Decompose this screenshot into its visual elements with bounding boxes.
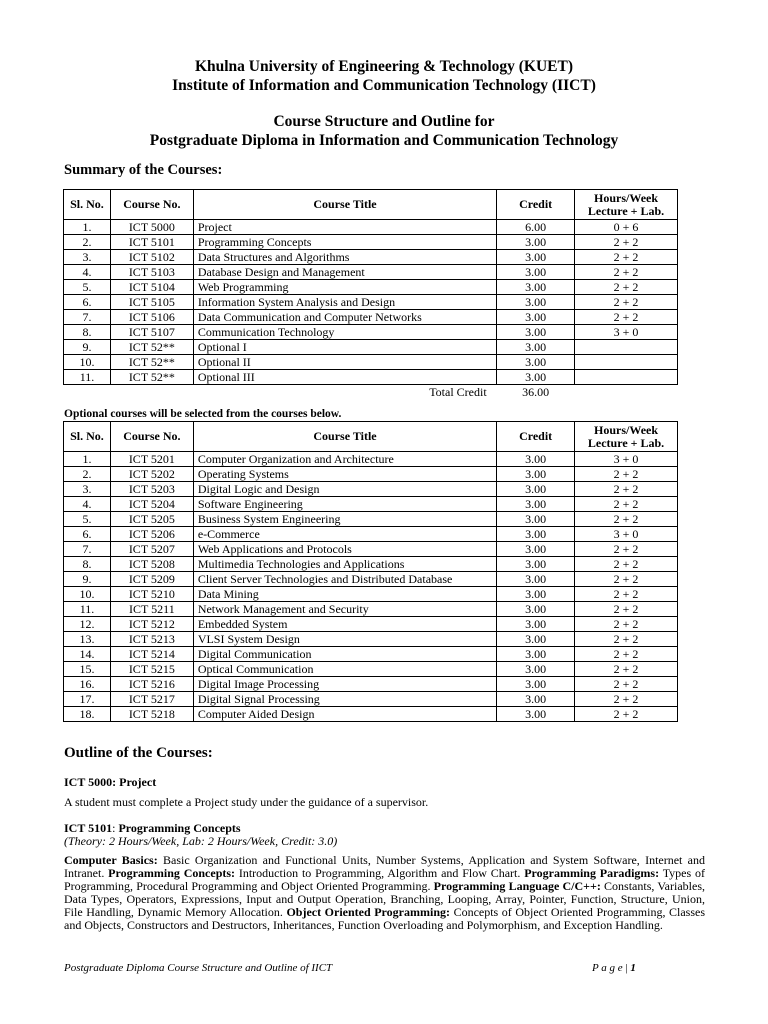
cell-course-no: ICT 5106: [110, 310, 193, 325]
cell-credit: 6.00: [497, 220, 575, 235]
cell-hours: 2 + 2: [575, 662, 678, 677]
page-no: 1: [630, 962, 636, 974]
cell-sl-no: 5.: [64, 280, 111, 295]
cell-hours: 2 + 2: [575, 250, 678, 265]
cell-credit: 3.00: [497, 527, 575, 542]
course-code: ICT 5101: [64, 821, 113, 835]
cell-course-title: Web Applications and Protocols: [193, 542, 496, 557]
cell-hours: 2 + 2: [575, 295, 678, 310]
cell-hours: 3 + 0: [575, 452, 678, 467]
cell-sl-no: 11.: [64, 602, 111, 617]
topic-label: Object Oriented Programming:: [286, 905, 450, 919]
cell-course-no: ICT 5104: [110, 280, 193, 295]
cell-course-title: Database Design and Management: [193, 265, 496, 280]
cell-course-no: ICT 5206: [110, 527, 193, 542]
table-row: [64, 662, 678, 677]
cell-course-no: ICT 5201: [110, 452, 193, 467]
table-row: [64, 512, 678, 527]
table-row: [64, 452, 678, 467]
table-row: [64, 497, 678, 512]
cell-sl-no: 3.: [64, 250, 111, 265]
cell-credit: 3.00: [497, 707, 575, 722]
cell-course-title: Multimedia Technologies and Applications: [193, 557, 496, 572]
topic-text: Concepts of Object Oriented Programming, Classes and Objects, Constructors and Destructors, Inheritances, Function Overloading and Polymorphism, and Exception Handling.: [64, 905, 706, 932]
cell-sl-no: 3.: [64, 482, 111, 497]
cell-hours: 2 + 2: [575, 482, 678, 497]
cell-credit: 3.00: [497, 340, 575, 355]
cell-course-title: Data Mining: [193, 587, 496, 602]
cell-course-no: ICT 5217: [110, 692, 193, 707]
cell-sl-no: 4.: [64, 497, 111, 512]
cell-credit: 3.00: [497, 482, 575, 497]
cell-hours: 3 + 0: [575, 527, 678, 542]
cell-credit: 3.00: [497, 467, 575, 482]
cell-sl-no: 17.: [64, 692, 111, 707]
course-ict5101: [64, 822, 705, 932]
cell-course-title: Business System Engineering: [193, 512, 496, 527]
cell-credit: 3.00: [497, 512, 575, 527]
cell-course-no: ICT 5208: [110, 557, 193, 572]
cell-sl-no: 15.: [64, 662, 111, 677]
cell-course-no: ICT 5215: [110, 662, 193, 677]
cell-hours: 2 + 2: [575, 265, 678, 280]
cell-credit: 3.00: [497, 355, 575, 370]
cell-hours: 2 + 2: [575, 647, 678, 662]
table-row: [64, 692, 678, 707]
cell-credit: 3.00: [497, 647, 575, 662]
program-name: Postgraduate Diploma in Information and Communication Technology: [149, 132, 619, 149]
table-row: [64, 617, 678, 632]
cell-course-title: Programming Concepts: [193, 235, 496, 250]
cell-course-title: Software Engineering: [193, 497, 496, 512]
cell-course-no: ICT 5103: [110, 265, 193, 280]
cell-credit: 3.00: [497, 587, 575, 602]
cell-course-title: Digital Communication: [193, 647, 496, 662]
cell-sl-no: 10.: [64, 355, 111, 370]
table-row: [64, 310, 678, 325]
cell-course-title: Digital Image Processing: [193, 677, 496, 692]
cell-hours: 2 + 2: [575, 707, 678, 722]
course-ict5000: [64, 776, 705, 809]
cell-sl-no: 11.: [64, 370, 111, 385]
cell-course-no: ICT 5212: [110, 617, 193, 632]
cell-credit: 3.00: [497, 295, 575, 310]
cell-course-title: Computer Aided Design: [193, 707, 496, 722]
cell-course-title: Network Management and Security: [193, 602, 496, 617]
course-content: [64, 854, 705, 932]
cell-course-no: ICT 5204: [110, 497, 193, 512]
cell-hours: 0 + 6: [575, 220, 678, 235]
cell-sl-no: 9.: [64, 340, 111, 355]
cell-hours: 2 + 2: [575, 632, 678, 647]
cell-sl-no: 8.: [64, 557, 111, 572]
cell-course-no: ICT 5211: [110, 602, 193, 617]
course-description: A student must complete a Project study under the guidance of a supervisor.: [64, 795, 429, 809]
optional-table: [63, 421, 678, 722]
cell-credit: 3.00: [497, 692, 575, 707]
cell-credit: 3.00: [497, 235, 575, 250]
cell-course-no: ICT 5000: [110, 220, 193, 235]
university-name: Khulna University of Engineering & Technology (KUET): [194, 58, 574, 75]
cell-credit: 3.00: [497, 572, 575, 587]
cell-course-title: Information System Analysis and Design: [193, 295, 496, 310]
col-hours: [575, 422, 678, 452]
cell-course-no: ICT 5101: [110, 235, 193, 250]
cell-credit: 3.00: [497, 280, 575, 295]
cell-course-title: Optional III: [193, 370, 496, 385]
topic-label: Computer Basics:: [64, 853, 158, 867]
cell-hours: 2 + 2: [575, 467, 678, 482]
cell-sl-no: 7.: [64, 542, 111, 557]
table-row: [64, 482, 678, 497]
cell-hours: 2 + 2: [575, 280, 678, 295]
table-row: [64, 647, 678, 662]
page-separator: |: [622, 962, 631, 974]
cell-course-title: Client Server Technologies and Distributed Database: [193, 572, 496, 587]
cell-course-title: Optical Communication: [193, 662, 496, 677]
cell-course-no: ICT 52**: [110, 370, 193, 385]
cell-sl-no: 12.: [64, 617, 111, 632]
cell-course-no: ICT 5210: [110, 587, 193, 602]
cell-sl-no: 14.: [64, 647, 111, 662]
cell-credit: 3.00: [497, 617, 575, 632]
table-row: [64, 235, 678, 250]
table-row: [64, 677, 678, 692]
topic-text: Types of Programming, Procedural Programming and Object Oriented Programming.: [64, 866, 705, 893]
cell-course-no: ICT 5207: [110, 542, 193, 557]
cell-hours: 2 + 2: [575, 497, 678, 512]
optional-note: Optional courses will be selected from the courses below.: [64, 408, 342, 420]
cell-course-title: e-Commerce: [193, 527, 496, 542]
institute-name: Institute of Information and Communication Technology (IICT): [172, 77, 596, 94]
col-credit: Credit: [497, 422, 575, 452]
table-row: [64, 602, 678, 617]
cell-sl-no: 1.: [64, 452, 111, 467]
col-course-no: Course No.: [110, 190, 193, 220]
cell-course-title: Optional II: [193, 355, 496, 370]
col-hours: [575, 190, 678, 220]
col-course-no: Course No.: [110, 422, 193, 452]
cell-hours: 2 + 2: [575, 557, 678, 572]
cell-hours: [575, 340, 678, 355]
cell-sl-no: 18.: [64, 707, 111, 722]
header-block: [0, 57, 768, 95]
total-label: Total Credit: [429, 385, 487, 399]
cell-course-title: Communication Technology: [193, 325, 496, 340]
cell-hours: 2 + 2: [575, 512, 678, 527]
cell-course-no: ICT 5102: [110, 250, 193, 265]
cell-hours: 2 + 2: [575, 602, 678, 617]
topic-label: Programming Paradigms:: [524, 866, 660, 880]
cell-course-no: ICT 5209: [110, 572, 193, 587]
table-row: [64, 527, 678, 542]
cell-sl-no: 2.: [64, 235, 111, 250]
col-hours-line1: Hours/Week: [594, 190, 659, 205]
table-row: [64, 632, 678, 647]
cell-credit: 3.00: [497, 497, 575, 512]
cell-course-title: Embedded System: [193, 617, 496, 632]
table-row: [64, 355, 678, 370]
col-course-title: Course Title: [193, 190, 496, 220]
cell-sl-no: 1.: [64, 220, 111, 235]
cell-credit: 3.00: [497, 557, 575, 572]
cell-hours: 2 + 2: [575, 572, 678, 587]
cell-sl-no: 13.: [64, 632, 111, 647]
total-row: [64, 385, 678, 400]
cell-course-no: ICT 5202: [110, 467, 193, 482]
cell-course-no: ICT 5203: [110, 482, 193, 497]
document-title: Course Structure and Outline for: [273, 113, 495, 130]
cell-credit: 3.00: [497, 677, 575, 692]
col-course-title: Course Title: [193, 422, 496, 452]
cell-hours: 2 + 2: [575, 677, 678, 692]
cell-course-no: ICT 52**: [110, 355, 193, 370]
cell-sl-no: 5.: [64, 512, 111, 527]
cell-credit: 3.00: [497, 602, 575, 617]
cell-course-title: Digital Logic and Design: [193, 482, 496, 497]
cell-course-no: ICT 5213: [110, 632, 193, 647]
cell-hours: 2 + 2: [575, 587, 678, 602]
cell-credit: 3.00: [497, 325, 575, 340]
footer-left: Postgraduate Diploma Course Structure and Outline of IICT: [64, 962, 333, 974]
table-row: [64, 265, 678, 280]
cell-credit: 3.00: [497, 265, 575, 280]
cell-credit: 3.00: [497, 632, 575, 647]
col-hours-line2: Lecture + Lab.: [587, 435, 665, 450]
table-row: [64, 370, 678, 385]
cell-sl-no: 9.: [64, 572, 111, 587]
cell-course-no: ICT 5216: [110, 677, 193, 692]
cell-course-title: Web Programming: [193, 280, 496, 295]
cell-sl-no: 10.: [64, 587, 111, 602]
cell-sl-no: 16.: [64, 677, 111, 692]
cell-credit: 3.00: [497, 662, 575, 677]
cell-course-no: ICT 52**: [110, 340, 193, 355]
cell-credit: 3.00: [497, 542, 575, 557]
col-sl-no: Sl. No.: [64, 422, 111, 452]
table-row: [64, 295, 678, 310]
cell-hours: 2 + 2: [575, 235, 678, 250]
table-row: [64, 340, 678, 355]
cell-hours: [575, 355, 678, 370]
course-title: ICT 5000: Project: [64, 775, 157, 789]
course-name: Programming Concepts: [118, 821, 241, 835]
cell-course-title: Project: [193, 220, 496, 235]
cell-sl-no: 6.: [64, 295, 111, 310]
cell-sl-no: 6.: [64, 527, 111, 542]
col-hours-line2: Lecture + Lab.: [587, 203, 665, 218]
course-separator: :: [112, 821, 119, 835]
col-credit: Credit: [497, 190, 575, 220]
table-row: [64, 557, 678, 572]
cell-hours: [575, 370, 678, 385]
topic-text: Constants, Variables, Data Types, Operators, Expressions, Input and Output Operation, Branching, Looping, Array, Pointer, Function, Structure, Union, File Handling, Dynamic Memory Allocation.: [64, 879, 705, 919]
topic-text: Basic Organization and Functional Units, Number Systems, Application and System Software, Internet and Intranet.: [64, 853, 705, 880]
table-row: [64, 707, 678, 722]
cell-course-no: ICT 5214: [110, 647, 193, 662]
table-row: [64, 542, 678, 557]
topic-label: Programming Concepts:: [108, 866, 236, 880]
col-hours-line1: Hours/Week: [594, 422, 659, 437]
table-row: [64, 467, 678, 482]
cell-course-no: ICT 5218: [110, 707, 193, 722]
page-label: P a g e: [592, 962, 623, 974]
table-row: [64, 250, 678, 265]
page-number: [592, 962, 636, 974]
cell-credit: 3.00: [497, 370, 575, 385]
summary-heading: Summary of the Courses:: [64, 162, 223, 178]
title-block: [0, 112, 768, 150]
cell-course-title: Operating Systems: [193, 467, 496, 482]
table-row: [64, 325, 678, 340]
table-row: [64, 572, 678, 587]
total-value: 36.00: [522, 385, 550, 399]
cell-credit: 3.00: [497, 452, 575, 467]
cell-credit: 3.00: [497, 250, 575, 265]
course-meta: (Theory: 2 Hours/Week, Lab: 2 Hours/Week, Credit: 3.0): [64, 834, 338, 848]
cell-course-title: Data Structures and Algorithms: [193, 250, 496, 265]
cell-course-no: ICT 5105: [110, 295, 193, 310]
cell-hours: 2 + 2: [575, 542, 678, 557]
table-row: [64, 587, 678, 602]
cell-course-title: Optional I: [193, 340, 496, 355]
cell-sl-no: 8.: [64, 325, 111, 340]
cell-hours: 3 + 0: [575, 325, 678, 340]
cell-course-title: Digital Signal Processing: [193, 692, 496, 707]
summary-table: [63, 189, 678, 399]
table-row: [64, 280, 678, 295]
cell-credit: 3.00: [497, 310, 575, 325]
outline-heading: Outline of the Courses:: [64, 745, 213, 761]
cell-hours: 2 + 2: [575, 310, 678, 325]
cell-course-title: Computer Organization and Architecture: [193, 452, 496, 467]
cell-course-no: ICT 5205: [110, 512, 193, 527]
cell-hours: 2 + 2: [575, 617, 678, 632]
cell-sl-no: 7.: [64, 310, 111, 325]
cell-course-no: ICT 5107: [110, 325, 193, 340]
topic-text: Introduction to Programming, Algorithm and Flow Chart.: [235, 866, 525, 880]
cell-sl-no: 4.: [64, 265, 111, 280]
cell-course-title: Data Communication and Computer Networks: [193, 310, 496, 325]
col-sl-no: Sl. No.: [64, 190, 111, 220]
cell-course-title: VLSI System Design: [193, 632, 496, 647]
table-row: [64, 220, 678, 235]
cell-hours: 2 + 2: [575, 692, 678, 707]
topic-label: Programming Language C/C++:: [433, 879, 601, 893]
cell-sl-no: 2.: [64, 467, 111, 482]
